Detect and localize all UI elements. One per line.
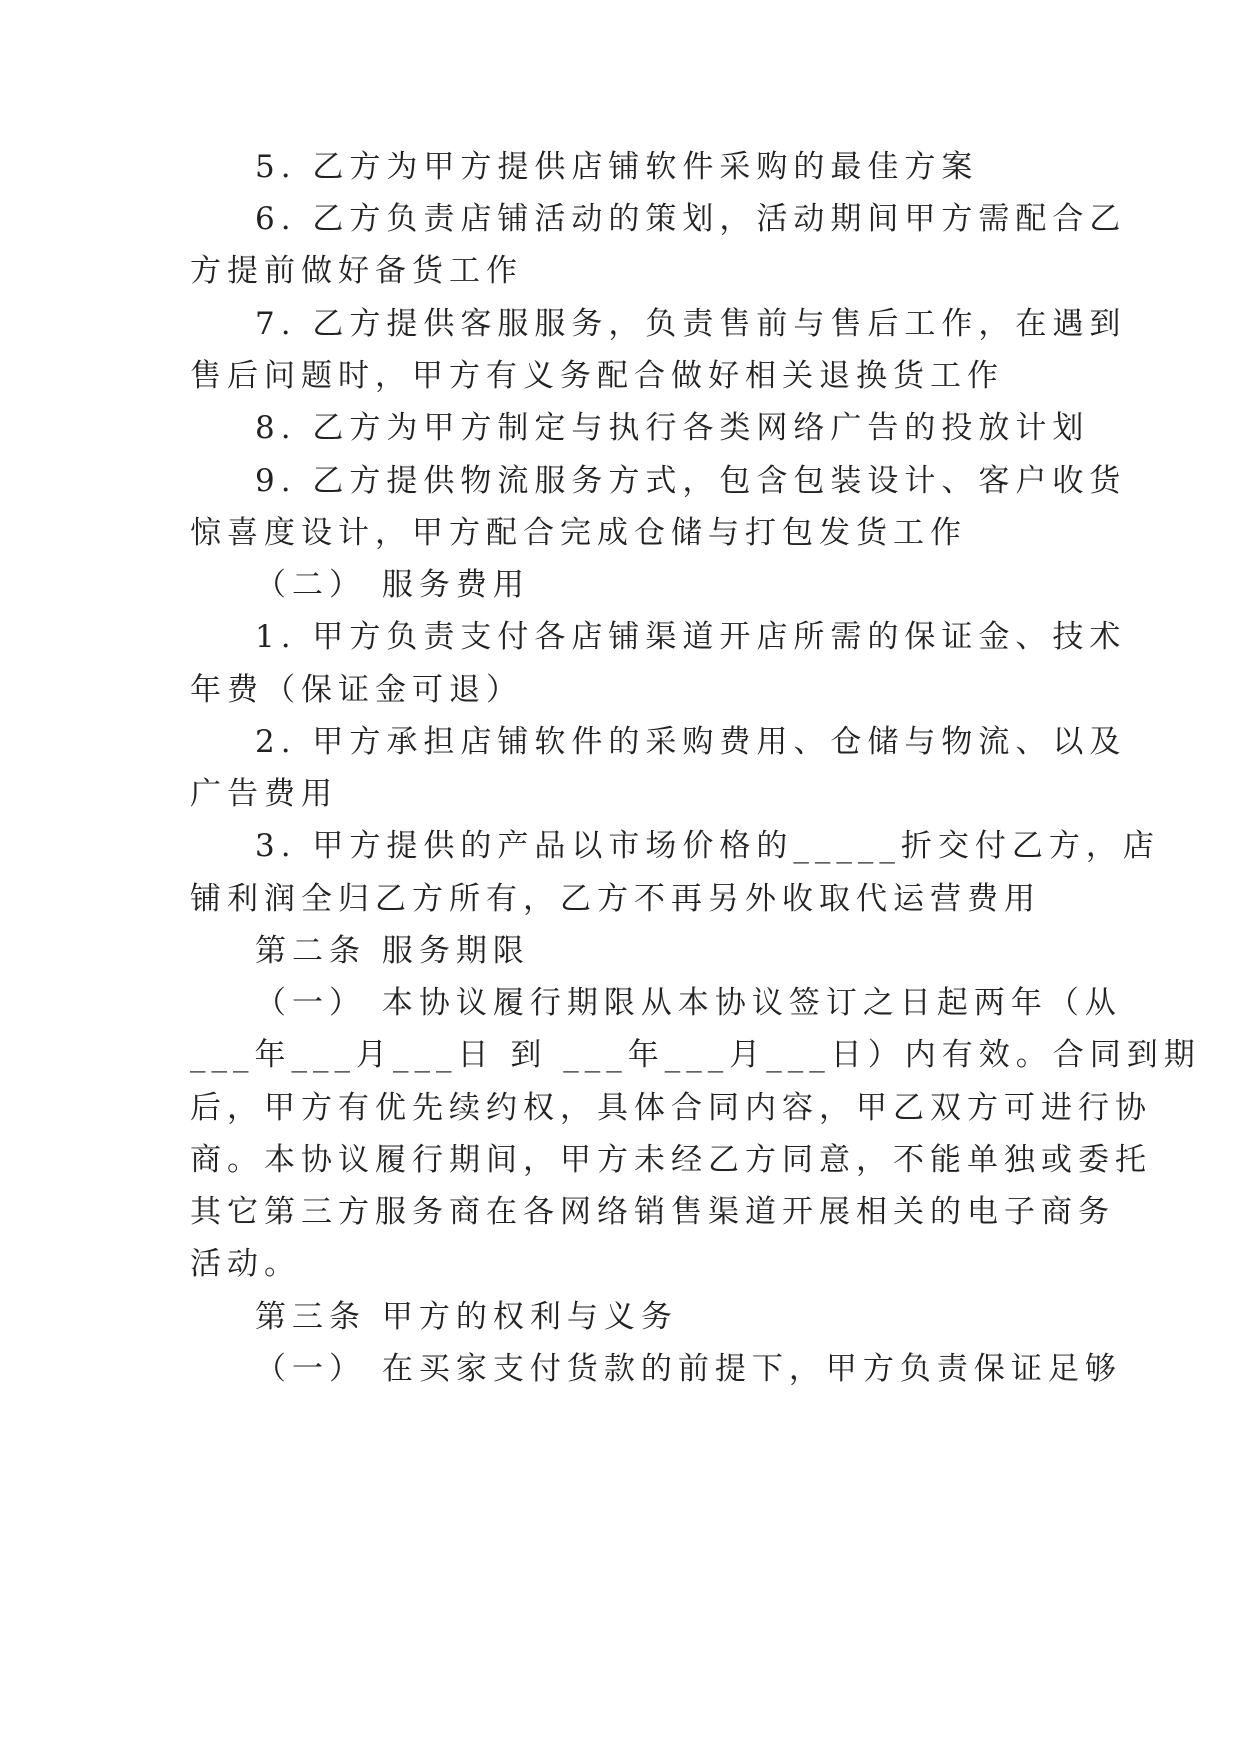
fee-item-3-continued: 铺利润全归乙方所有，乙方不再另外收取代运营费用 [190,881,1041,917]
clause-item-5: 5. 乙方为甲方提供店铺软件采购的最佳方案 [255,149,979,185]
article-2-heading: 第二条 服务期限 [255,933,530,969]
party-a-obligation-line-1: （一） 在买家支付货款的前提下，甲方负责保证足够 [255,1351,1122,1387]
fee-item-1-continued: 年费（保证金可退） [190,672,523,708]
fee-item-1: 1. 甲方负责支付各店铺渠道开店所需的保证金、技术 [255,619,1127,655]
clause-item-9: 9. 乙方提供物流服务方式，包含包装设计、客户收货 [255,463,1127,499]
term-paragraph-line-4: 商。本协议履行期间，甲方未经乙方同意，不能单独或委托 [190,1142,1152,1178]
fee-item-3: 3. 甲方提供的产品以市场价格的_____折交付乙方，店 [255,828,1160,864]
clause-item-6: 6. 乙方负责店铺活动的策划，活动期间甲方需配合乙 [255,201,1127,237]
clause-item-7-continued: 售后问题时，甲方有义务配合做好相关退换货工作 [190,358,1004,394]
clause-item-8: 8. 乙方为甲方制定与执行各类网络广告的投放计划 [255,410,1090,446]
term-paragraph-line-5: 其它第三方服务商在各网络销售渠道开展相关的电子商务 [190,1194,1115,1230]
term-paragraph-line-6: 活动。 [190,1246,301,1282]
term-paragraph-line-3: 后，甲方有优先续约权，具体合同内容，甲乙双方可进行协 [190,1090,1152,1126]
clause-item-6-continued: 方提前做好备货工作 [190,253,523,289]
clause-item-7: 7. 乙方提供客服服务，负责售前与售后工作，在遇到 [255,306,1127,342]
clause-item-9-continued: 惊喜度设计，甲方配合完成仓储与打包发货工作 [190,515,967,551]
term-paragraph-line-1: （一） 本协议履行期限从本协议签订之日起两年（从 [255,985,1122,1021]
article-3-heading: 第三条 甲方的权利与义务 [255,1299,678,1335]
fee-item-2-continued: 广告费用 [190,776,338,812]
term-paragraph-line-2: ___年___月___日 到 ___年___月___日）内有效。合同到期 [190,1037,1201,1073]
fee-item-2: 2. 甲方承担店铺软件的采购费用、仓储与物流、以及 [255,724,1127,760]
section-heading-service-fees: （二） 服务费用 [255,567,530,603]
